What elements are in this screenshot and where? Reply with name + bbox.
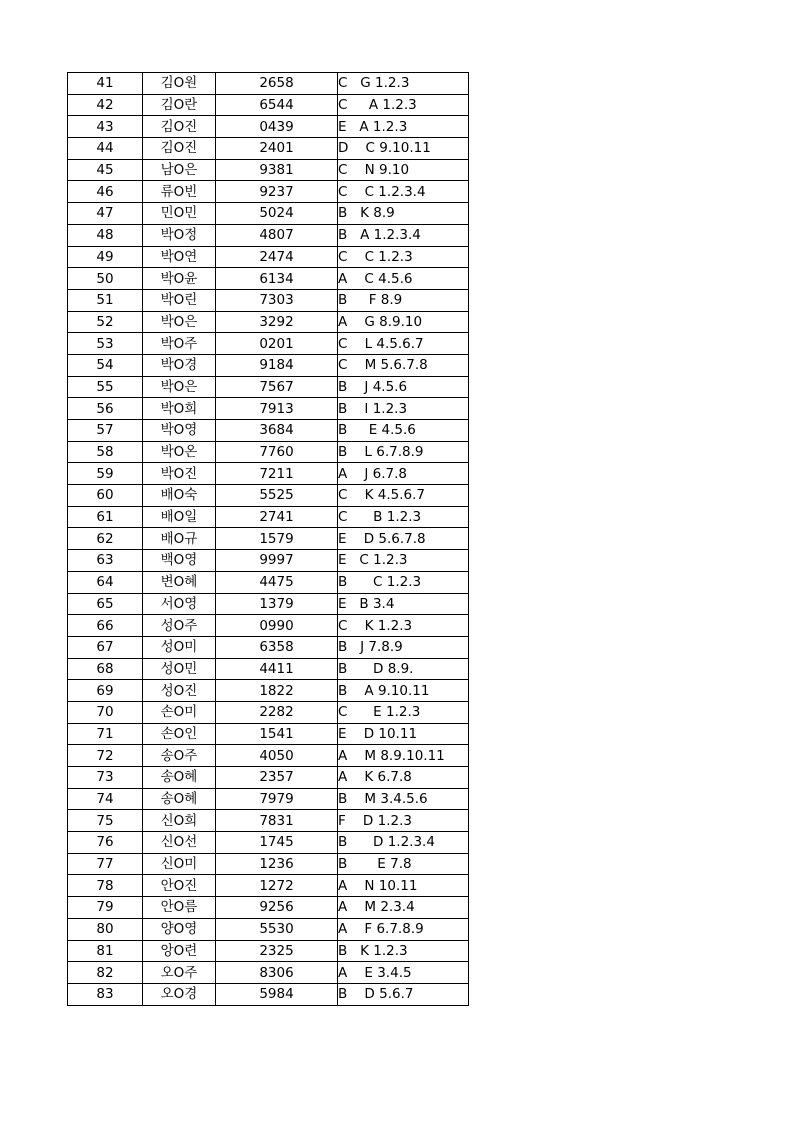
row-number-cell: 82 bbox=[68, 962, 143, 984]
name-cell: 민O민 bbox=[143, 203, 216, 225]
code-cell: 7760 bbox=[216, 441, 338, 463]
table-row bbox=[68, 940, 469, 962]
code-cell: 7913 bbox=[216, 398, 338, 420]
info-cell: A J 6.7.8 bbox=[338, 463, 469, 485]
name-cell: 박O윤 bbox=[143, 268, 216, 290]
info-cell: A K 6.7.8 bbox=[338, 767, 469, 789]
name-cell: 손O미 bbox=[143, 701, 216, 723]
info-cell: C L 4.5.6.7 bbox=[338, 333, 469, 355]
name-cell: 김O란 bbox=[143, 94, 216, 116]
code-cell: 7211 bbox=[216, 463, 338, 485]
info-cell: B L 6.7.8.9 bbox=[338, 441, 469, 463]
table-row bbox=[68, 701, 469, 723]
table-row bbox=[68, 441, 469, 463]
name-cell: 오O경 bbox=[143, 983, 216, 1005]
info-cell: A C 4.5.6 bbox=[338, 268, 469, 290]
row-number-cell: 48 bbox=[68, 224, 143, 246]
info-cell: C K 4.5.6.7 bbox=[338, 485, 469, 507]
info-cell: C G 1.2.3 bbox=[338, 73, 469, 95]
code-cell: 9184 bbox=[216, 354, 338, 376]
name-cell: 손O인 bbox=[143, 723, 216, 745]
table-row bbox=[68, 246, 469, 268]
code-cell: 4807 bbox=[216, 224, 338, 246]
name-cell: 오O주 bbox=[143, 962, 216, 984]
table-row bbox=[68, 636, 469, 658]
name-cell: 양O영 bbox=[143, 918, 216, 940]
code-cell: 1745 bbox=[216, 832, 338, 854]
code-cell: 2401 bbox=[216, 138, 338, 160]
table-row bbox=[68, 788, 469, 810]
name-cell: 송O혜 bbox=[143, 767, 216, 789]
info-cell: C A 1.2.3 bbox=[338, 94, 469, 116]
code-cell: 6544 bbox=[216, 94, 338, 116]
code-cell: 2658 bbox=[216, 73, 338, 95]
code-cell: 0439 bbox=[216, 116, 338, 138]
name-cell: 안O진 bbox=[143, 875, 216, 897]
info-cell: B J 7.8.9 bbox=[338, 636, 469, 658]
code-cell: 2282 bbox=[216, 701, 338, 723]
row-number-cell: 65 bbox=[68, 593, 143, 615]
code-cell: 9256 bbox=[216, 897, 338, 919]
name-cell: 박O희 bbox=[143, 398, 216, 420]
info-cell: B E 4.5.6 bbox=[338, 420, 469, 442]
table-row bbox=[68, 73, 469, 95]
code-cell: 5024 bbox=[216, 203, 338, 225]
name-cell: 김O진 bbox=[143, 116, 216, 138]
row-number-cell: 74 bbox=[68, 788, 143, 810]
name-cell: 배O숙 bbox=[143, 485, 216, 507]
name-cell: 성O주 bbox=[143, 615, 216, 637]
table-row bbox=[68, 550, 469, 572]
info-cell: B J 4.5.6 bbox=[338, 376, 469, 398]
code-cell: 3292 bbox=[216, 311, 338, 333]
row-number-cell: 54 bbox=[68, 354, 143, 376]
code-cell: 5530 bbox=[216, 918, 338, 940]
info-cell: B F 8.9 bbox=[338, 289, 469, 311]
info-cell: C K 1.2.3 bbox=[338, 615, 469, 637]
row-number-cell: 43 bbox=[68, 116, 143, 138]
info-cell: B A 9.10.11 bbox=[338, 680, 469, 702]
code-cell: 9381 bbox=[216, 159, 338, 181]
info-cell: A N 10.11 bbox=[338, 875, 469, 897]
table-row bbox=[68, 658, 469, 680]
table-row bbox=[68, 571, 469, 593]
name-cell: 박O린 bbox=[143, 289, 216, 311]
row-number-cell: 42 bbox=[68, 94, 143, 116]
info-cell: D C 9.10.11 bbox=[338, 138, 469, 160]
row-number-cell: 50 bbox=[68, 268, 143, 290]
table-row bbox=[68, 333, 469, 355]
code-cell: 4050 bbox=[216, 745, 338, 767]
row-number-cell: 62 bbox=[68, 528, 143, 550]
code-cell: 1236 bbox=[216, 853, 338, 875]
code-cell: 0990 bbox=[216, 615, 338, 637]
table-row bbox=[68, 138, 469, 160]
row-number-cell: 47 bbox=[68, 203, 143, 225]
name-cell: 박O정 bbox=[143, 224, 216, 246]
table-row bbox=[68, 203, 469, 225]
code-cell: 2357 bbox=[216, 767, 338, 789]
data-table bbox=[67, 72, 469, 1006]
name-cell: 박O온 bbox=[143, 441, 216, 463]
code-cell: 1541 bbox=[216, 723, 338, 745]
row-number-cell: 75 bbox=[68, 810, 143, 832]
table-row bbox=[68, 94, 469, 116]
row-number-cell: 41 bbox=[68, 73, 143, 95]
table-body bbox=[68, 73, 469, 1006]
row-number-cell: 49 bbox=[68, 246, 143, 268]
table-row bbox=[68, 528, 469, 550]
name-cell: 성O미 bbox=[143, 636, 216, 658]
info-cell: E B 3.4 bbox=[338, 593, 469, 615]
info-cell: B K 8.9 bbox=[338, 203, 469, 225]
name-cell: 배O규 bbox=[143, 528, 216, 550]
table-row bbox=[68, 983, 469, 1005]
code-cell: 7831 bbox=[216, 810, 338, 832]
info-cell: B M 3.4.5.6 bbox=[338, 788, 469, 810]
name-cell: 안O름 bbox=[143, 897, 216, 919]
row-number-cell: 59 bbox=[68, 463, 143, 485]
table-row bbox=[68, 463, 469, 485]
row-number-cell: 51 bbox=[68, 289, 143, 311]
code-cell: 5525 bbox=[216, 485, 338, 507]
table-row bbox=[68, 767, 469, 789]
row-number-cell: 52 bbox=[68, 311, 143, 333]
row-number-cell: 70 bbox=[68, 701, 143, 723]
info-cell: C C 1.2.3.4 bbox=[338, 181, 469, 203]
code-cell: 1272 bbox=[216, 875, 338, 897]
row-number-cell: 53 bbox=[68, 333, 143, 355]
code-cell: 6134 bbox=[216, 268, 338, 290]
row-number-cell: 76 bbox=[68, 832, 143, 854]
info-cell: B D 5.6.7 bbox=[338, 983, 469, 1005]
info-cell: B K 1.2.3 bbox=[338, 940, 469, 962]
table-row bbox=[68, 268, 469, 290]
info-cell: E D 10.11 bbox=[338, 723, 469, 745]
info-cell: B A 1.2.3.4 bbox=[338, 224, 469, 246]
row-number-cell: 55 bbox=[68, 376, 143, 398]
row-number-cell: 46 bbox=[68, 181, 143, 203]
name-cell: 박O연 bbox=[143, 246, 216, 268]
table-row bbox=[68, 289, 469, 311]
row-number-cell: 79 bbox=[68, 897, 143, 919]
name-cell: 변O혜 bbox=[143, 571, 216, 593]
name-cell: 박O진 bbox=[143, 463, 216, 485]
table-row bbox=[68, 159, 469, 181]
table-row bbox=[68, 615, 469, 637]
row-number-cell: 63 bbox=[68, 550, 143, 572]
code-cell: 6358 bbox=[216, 636, 338, 658]
name-cell: 앙O련 bbox=[143, 940, 216, 962]
info-cell: C B 1.2.3 bbox=[338, 506, 469, 528]
row-number-cell: 68 bbox=[68, 658, 143, 680]
info-cell: E A 1.2.3 bbox=[338, 116, 469, 138]
name-cell: 류O빈 bbox=[143, 181, 216, 203]
info-cell: A E 3.4.5 bbox=[338, 962, 469, 984]
name-cell: 김O원 bbox=[143, 73, 216, 95]
table-row bbox=[68, 723, 469, 745]
row-number-cell: 60 bbox=[68, 485, 143, 507]
code-cell: 4475 bbox=[216, 571, 338, 593]
code-cell: 1379 bbox=[216, 593, 338, 615]
table-row bbox=[68, 853, 469, 875]
info-cell: B C 1.2.3 bbox=[338, 571, 469, 593]
row-number-cell: 80 bbox=[68, 918, 143, 940]
row-number-cell: 81 bbox=[68, 940, 143, 962]
name-cell: 김O진 bbox=[143, 138, 216, 160]
code-cell: 2325 bbox=[216, 940, 338, 962]
row-number-cell: 83 bbox=[68, 983, 143, 1005]
info-cell: F D 1.2.3 bbox=[338, 810, 469, 832]
info-cell: A G 8.9.10 bbox=[338, 311, 469, 333]
table-row bbox=[68, 745, 469, 767]
info-cell: B D 1.2.3.4 bbox=[338, 832, 469, 854]
table-row bbox=[68, 485, 469, 507]
table-row bbox=[68, 832, 469, 854]
row-number-cell: 78 bbox=[68, 875, 143, 897]
code-cell: 2474 bbox=[216, 246, 338, 268]
info-cell: C E 1.2.3 bbox=[338, 701, 469, 723]
info-cell: C C 1.2.3 bbox=[338, 246, 469, 268]
name-cell: 박O은 bbox=[143, 311, 216, 333]
table-row bbox=[68, 506, 469, 528]
code-cell: 9997 bbox=[216, 550, 338, 572]
table-row bbox=[68, 962, 469, 984]
info-cell: E C 1.2.3 bbox=[338, 550, 469, 572]
table-row bbox=[68, 593, 469, 615]
name-cell: 배O일 bbox=[143, 506, 216, 528]
name-cell: 송O혜 bbox=[143, 788, 216, 810]
name-cell: 성O민 bbox=[143, 658, 216, 680]
code-cell: 1822 bbox=[216, 680, 338, 702]
info-cell: B E 7.8 bbox=[338, 853, 469, 875]
code-cell: 9237 bbox=[216, 181, 338, 203]
table-row bbox=[68, 918, 469, 940]
row-number-cell: 64 bbox=[68, 571, 143, 593]
table-row bbox=[68, 810, 469, 832]
name-cell: 백O영 bbox=[143, 550, 216, 572]
table-row bbox=[68, 398, 469, 420]
info-cell: A F 6.7.8.9 bbox=[338, 918, 469, 940]
code-cell: 4411 bbox=[216, 658, 338, 680]
info-cell: C M 5.6.7.8 bbox=[338, 354, 469, 376]
row-number-cell: 67 bbox=[68, 636, 143, 658]
table-row bbox=[68, 224, 469, 246]
name-cell: 박O경 bbox=[143, 354, 216, 376]
code-cell: 2741 bbox=[216, 506, 338, 528]
table-row bbox=[68, 311, 469, 333]
table-row bbox=[68, 116, 469, 138]
info-cell: A M 2.3.4 bbox=[338, 897, 469, 919]
table-row bbox=[68, 897, 469, 919]
table-row bbox=[68, 354, 469, 376]
row-number-cell: 66 bbox=[68, 615, 143, 637]
code-cell: 8306 bbox=[216, 962, 338, 984]
row-number-cell: 58 bbox=[68, 441, 143, 463]
table-row bbox=[68, 420, 469, 442]
row-number-cell: 77 bbox=[68, 853, 143, 875]
code-cell: 7567 bbox=[216, 376, 338, 398]
row-number-cell: 71 bbox=[68, 723, 143, 745]
info-cell: E D 5.6.7.8 bbox=[338, 528, 469, 550]
table-row bbox=[68, 181, 469, 203]
name-cell: 박O주 bbox=[143, 333, 216, 355]
name-cell: 서O영 bbox=[143, 593, 216, 615]
row-number-cell: 69 bbox=[68, 680, 143, 702]
info-cell: B D 8.9. bbox=[338, 658, 469, 680]
code-cell: 5984 bbox=[216, 983, 338, 1005]
code-cell: 1579 bbox=[216, 528, 338, 550]
info-cell: C N 9.10 bbox=[338, 159, 469, 181]
code-cell: 7303 bbox=[216, 289, 338, 311]
table-row bbox=[68, 875, 469, 897]
row-number-cell: 61 bbox=[68, 506, 143, 528]
row-number-cell: 73 bbox=[68, 767, 143, 789]
name-cell: 신O선 bbox=[143, 832, 216, 854]
row-number-cell: 57 bbox=[68, 420, 143, 442]
row-number-cell: 72 bbox=[68, 745, 143, 767]
code-cell: 3684 bbox=[216, 420, 338, 442]
table-row bbox=[68, 376, 469, 398]
name-cell: 성O진 bbox=[143, 680, 216, 702]
code-cell: 7979 bbox=[216, 788, 338, 810]
info-cell: B I 1.2.3 bbox=[338, 398, 469, 420]
info-cell: A M 8.9.10.11 bbox=[338, 745, 469, 767]
table-row bbox=[68, 680, 469, 702]
name-cell: 신O미 bbox=[143, 853, 216, 875]
name-cell: 송O주 bbox=[143, 745, 216, 767]
row-number-cell: 56 bbox=[68, 398, 143, 420]
code-cell: 0201 bbox=[216, 333, 338, 355]
row-number-cell: 44 bbox=[68, 138, 143, 160]
row-number-cell: 45 bbox=[68, 159, 143, 181]
name-cell: 남O은 bbox=[143, 159, 216, 181]
name-cell: 박O은 bbox=[143, 376, 216, 398]
name-cell: 박O영 bbox=[143, 420, 216, 442]
name-cell: 신O희 bbox=[143, 810, 216, 832]
